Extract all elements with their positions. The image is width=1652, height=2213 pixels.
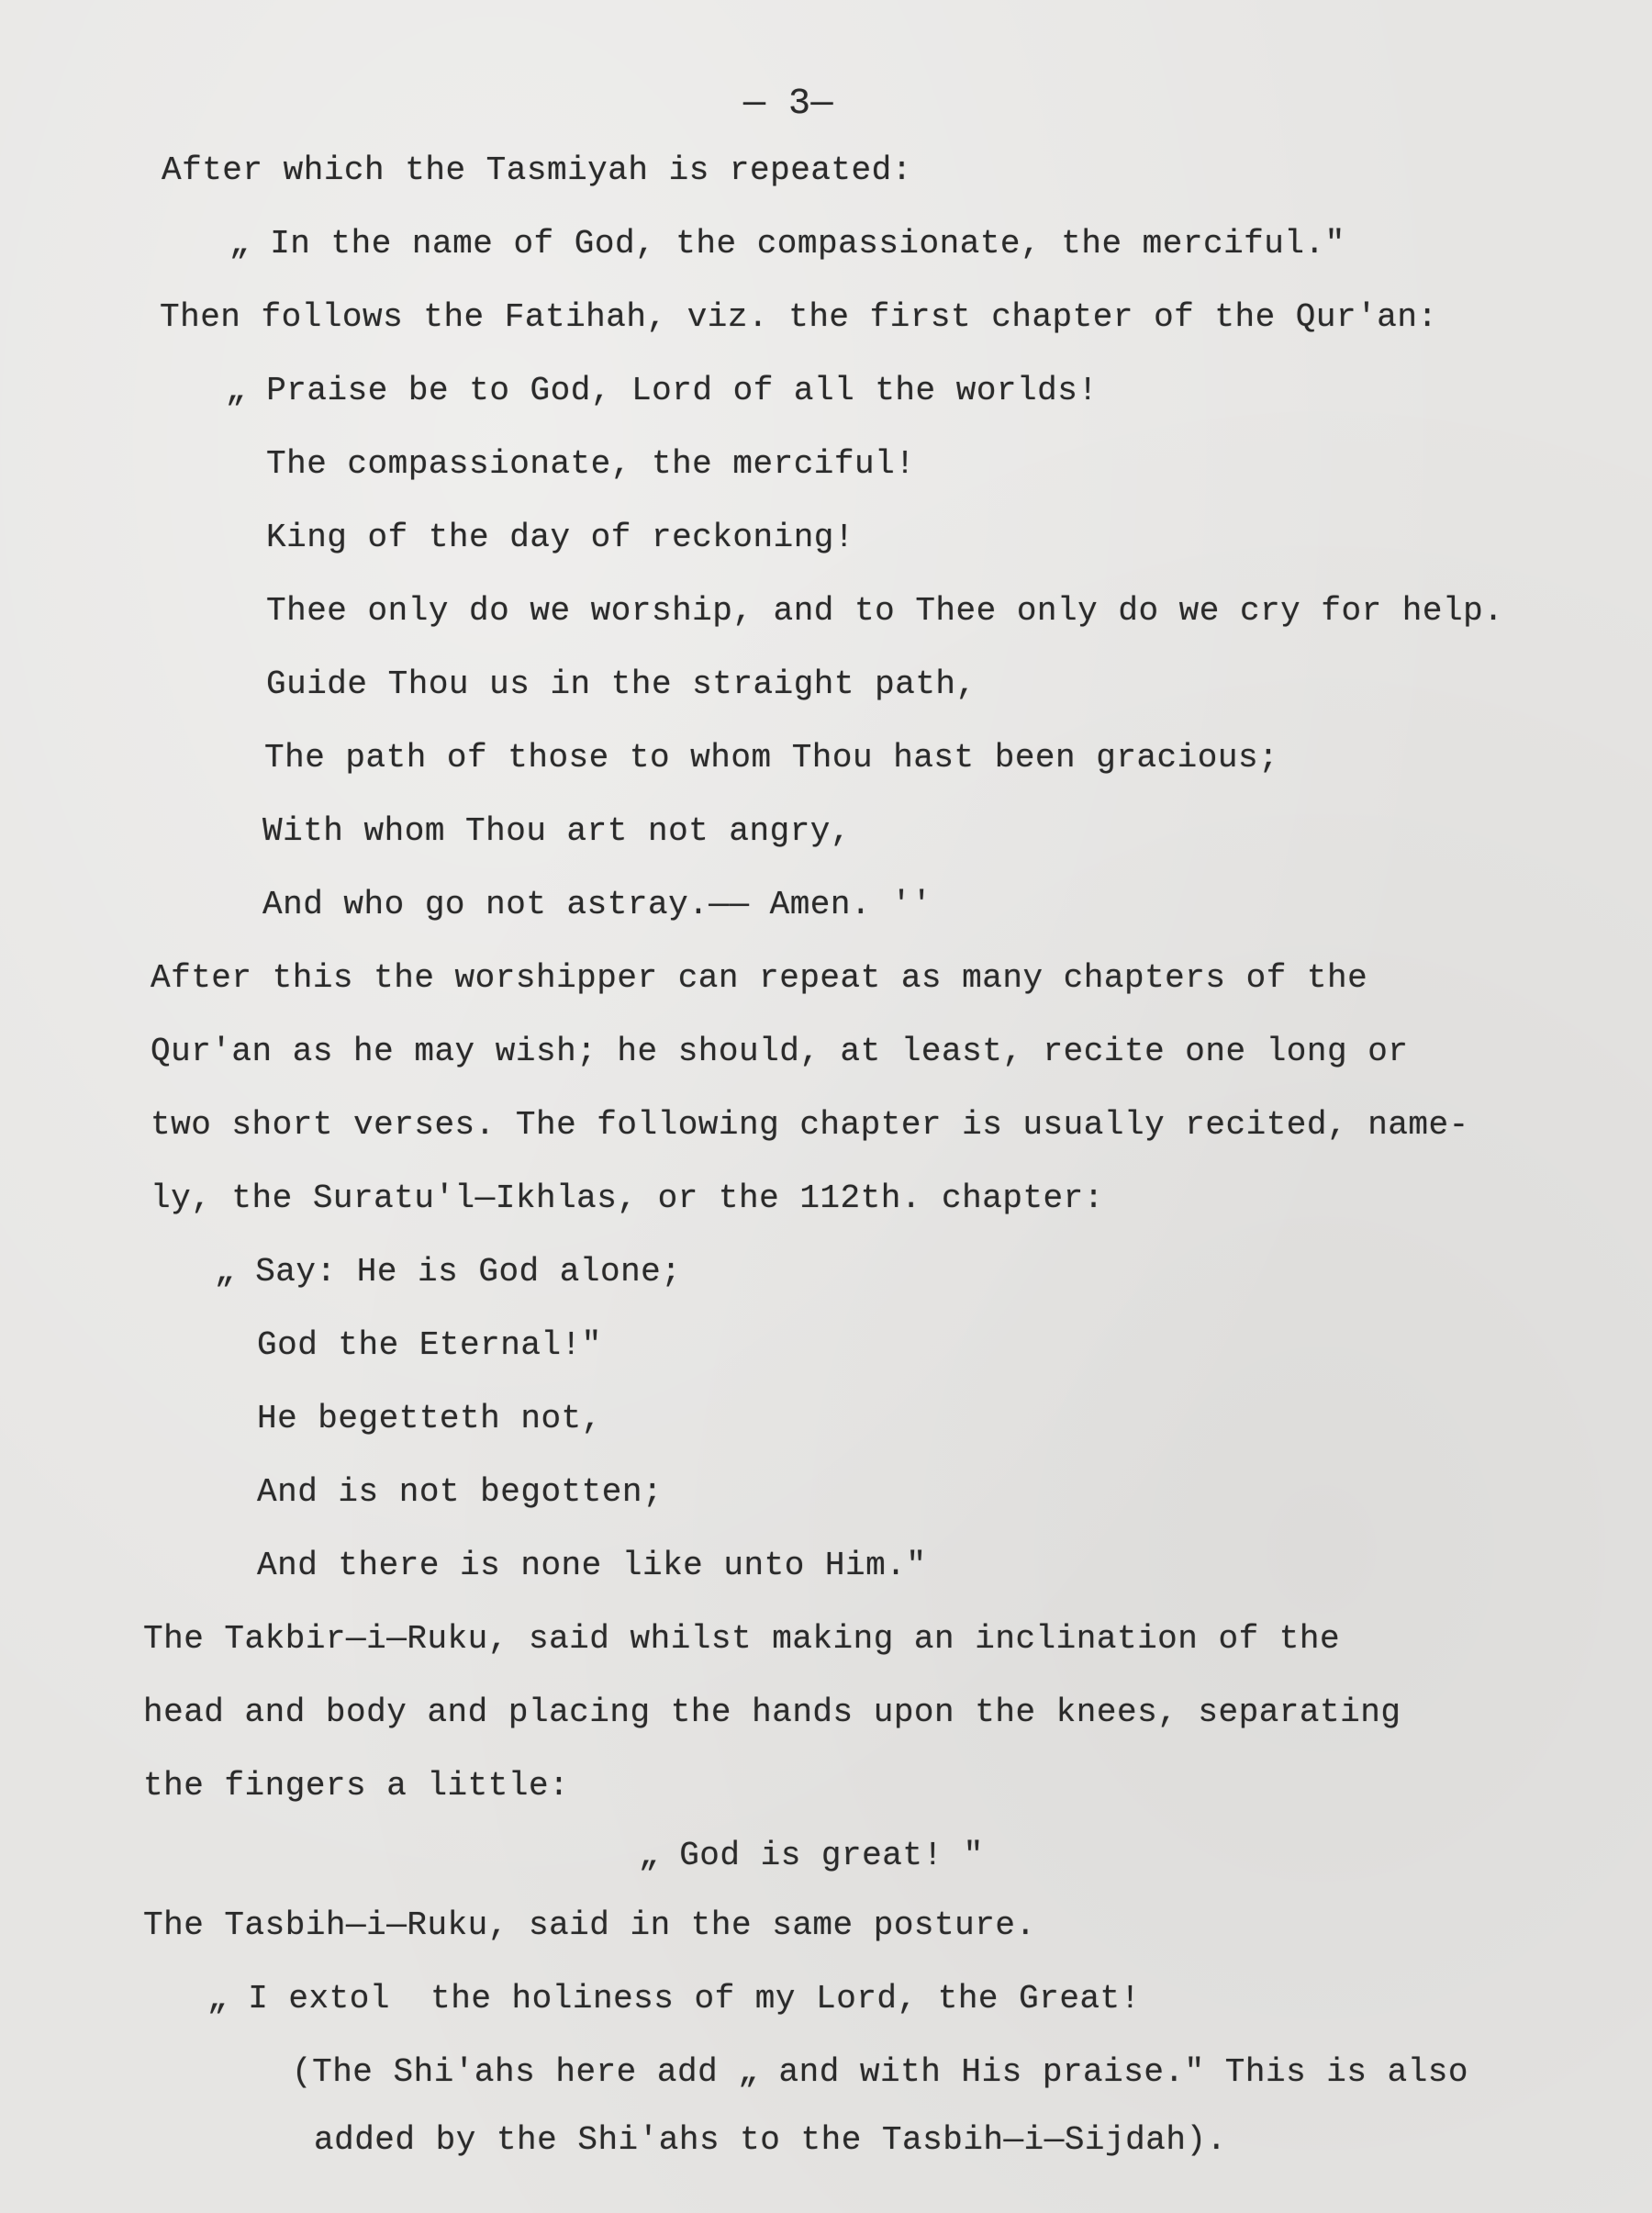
page-number: — 3— xyxy=(743,84,834,125)
text-line: two short verses. The following chapter is usually recited, name- xyxy=(151,1106,1469,1144)
text-line: The compassionate, the merciful! xyxy=(266,445,916,483)
text-line: After which the Tasmiyah is repeated: xyxy=(162,151,912,189)
text-line: And who go not astray.—— Amen. '' xyxy=(262,886,932,923)
text-line: And is not begotten; xyxy=(257,1473,664,1511)
text-line: „ God is great! " xyxy=(639,1837,984,1874)
text-line: The path of those to whom Thou hast been gracious; xyxy=(264,739,1279,777)
text-line: God the Eternal!" xyxy=(257,1326,602,1364)
text-line: Guide Thou us in the straight path, xyxy=(266,665,977,703)
text-line: The Tasbih—i—Ruku, said in the same posture. xyxy=(143,1906,1036,1944)
text-line: The Takbir—i—Ruku, said whilst making an inclination of the xyxy=(143,1620,1341,1658)
text-line: King of the day of reckoning! xyxy=(266,519,855,556)
text-line: With whom Thou art not angry, xyxy=(262,812,852,850)
text-line: And there is none like unto Him." xyxy=(257,1547,927,1584)
text-line: the fingers a little: xyxy=(143,1767,570,1805)
text-line: „ In the name of God, the compassionate, the merciful." xyxy=(229,225,1345,263)
text-line: Qur'an as he may wish; he should, at least, recite one long or xyxy=(151,1033,1409,1070)
text-line: head and body and placing the hands upon the knees, separating xyxy=(143,1693,1401,1731)
text-line: ly, the Suratu'l—Ikhlas, or the 112th. chapter: xyxy=(151,1179,1104,1217)
text-line: After this the worshipper can repeat as many chapters of the xyxy=(151,959,1368,997)
text-line: „ Say: He is God alone; xyxy=(215,1253,682,1291)
text-line: Then follows the Fatihah, viz. the first chapter of the Qur'an: xyxy=(160,298,1438,336)
text-line: „ I extol the holiness of my Lord, the Great! xyxy=(207,1980,1141,2017)
text-line: added by the Shi'ahs to the Tasbih—i—Sijdah). xyxy=(314,2121,1227,2159)
text-line: (The Shi'ahs here add „ and with His praise." This is also xyxy=(292,2053,1469,2091)
text-line: „ Praise be to God, Lord of all the worlds! xyxy=(226,372,1099,409)
text-line: He begetteth not, xyxy=(257,1400,602,1437)
text-line: Thee only do we worship, and to Thee only do we cry for help. xyxy=(266,592,1504,630)
